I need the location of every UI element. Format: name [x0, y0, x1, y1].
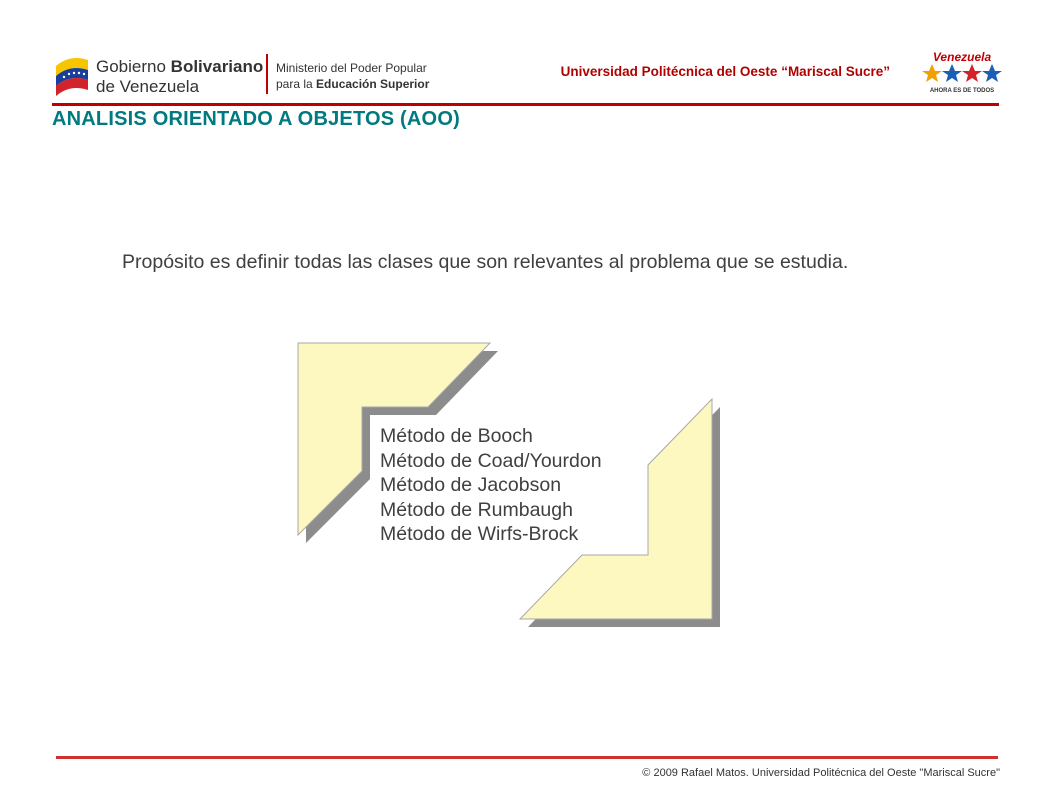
footer-rule [56, 756, 998, 759]
venezuela-flag-icon [56, 58, 88, 96]
ministry-line1: Ministerio del Poder Popular [276, 61, 427, 75]
methods-list [380, 424, 602, 547]
venezuela-logo-word: Venezuela [932, 50, 992, 64]
method-item: Método de Jacobson [380, 474, 562, 496]
method-item: Método de Rumbaugh [380, 498, 573, 521]
logo-divider [266, 54, 268, 94]
venezuela-ahora-logo [922, 50, 1002, 94]
svg-text:para la Educación Superior [276, 77, 430, 91]
de-venezuela-text: de Venezuela [96, 77, 200, 96]
gobierno-bolivariano-logo [52, 48, 442, 100]
method-item: Método de Booch [380, 425, 533, 447]
method-item: Método de Wirfs-Brock [380, 523, 579, 545]
header-rule [52, 103, 999, 106]
ministry-line2-regular: para la [276, 77, 317, 91]
university-header: Universidad Politécnica del Oeste “Mariscal Sucre” [560, 64, 890, 79]
bolivariano-text: Bolivariano [170, 57, 264, 76]
venezuela-logo-tagline: AHORA ES DE TODOS [929, 88, 995, 94]
slide-title: ANALISIS ORIENTADO A OBJETOS (AOO) [52, 108, 460, 130]
people-stars-icon [922, 64, 1002, 82]
footer-copyright: © 2009 Rafael Matos. Universidad Politécnica del Oeste "Mariscal Sucre" [642, 767, 1000, 779]
svg-text:Gobierno Bolivariano [96, 57, 263, 76]
ministry-line2-bold: Educación Superior [316, 77, 430, 91]
gobierno-text: Gobierno [96, 57, 171, 76]
purpose-text: Propósito es definir todas las clases que son relevantes al problema que se estudia. [122, 251, 849, 273]
method-item: Método de Coad/Yourdon [380, 449, 602, 472]
